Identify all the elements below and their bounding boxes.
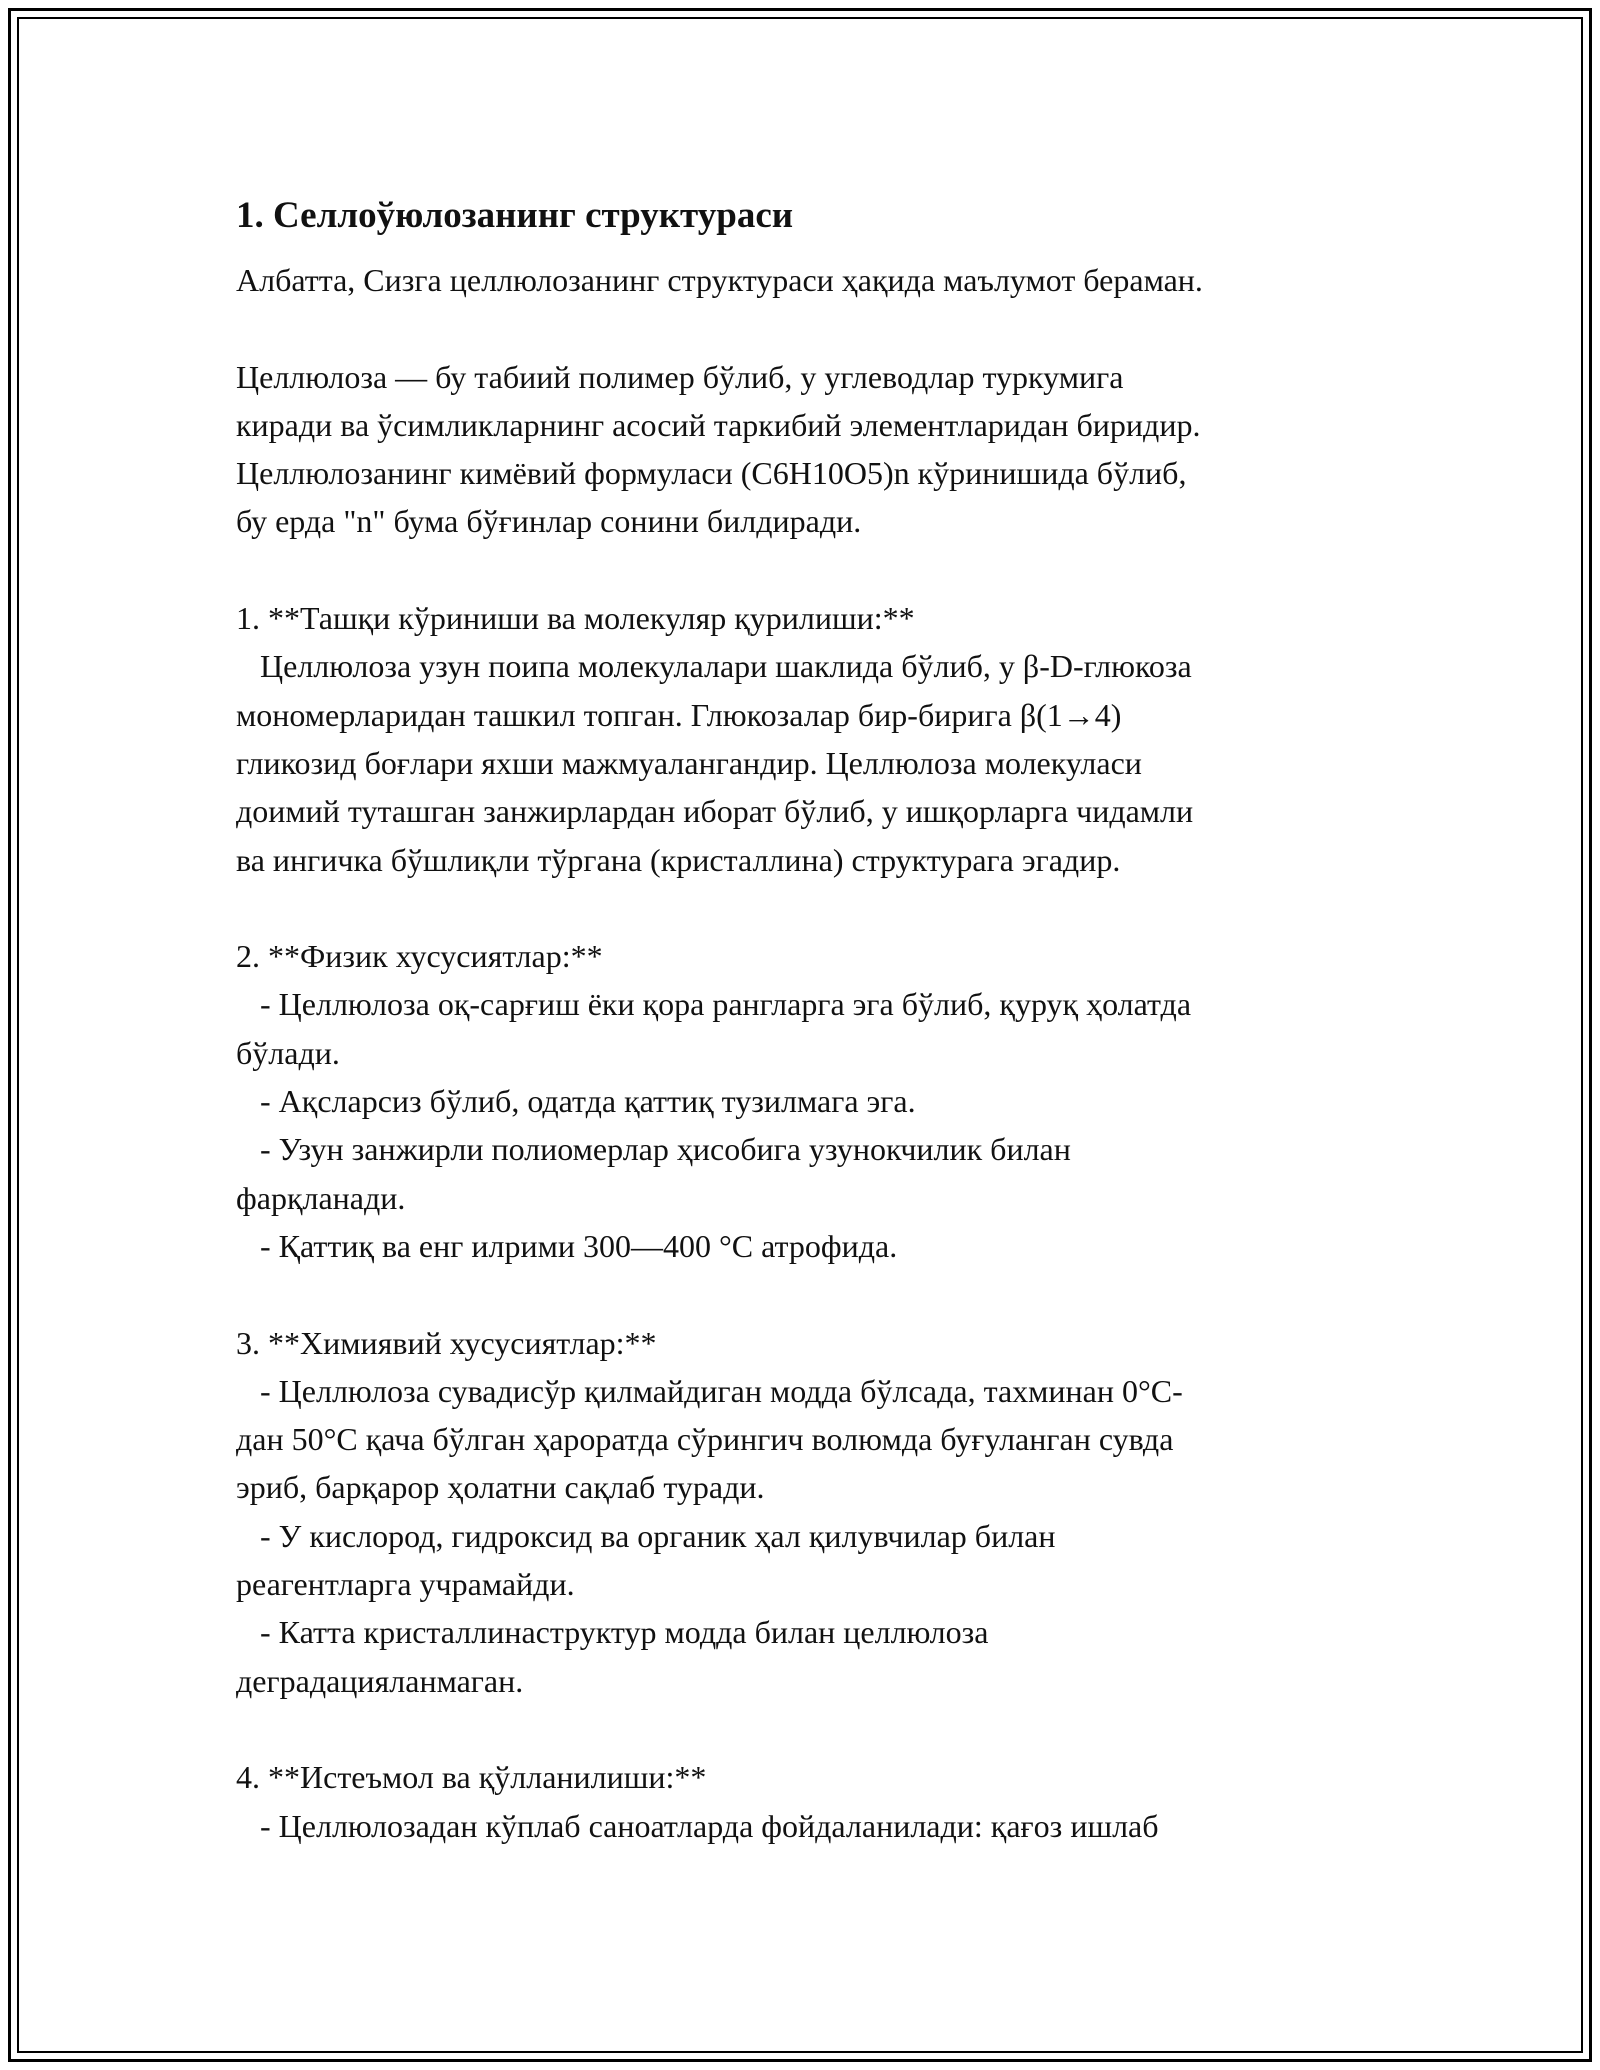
text-line: дан 50°C қача бўлган ҳароратда сўрингич волюмда буғуланган сувда: [236, 1421, 1174, 1458]
section-chemical-properties: [236, 1319, 1386, 1705]
list-item: - Қаттиқ ва енг илрими 300—400 °C атрофида.: [236, 1227, 898, 1264]
text-line: Целлюлоза узун поипа молекулалари шаклида бўлиб, у β-D-глюкоза: [236, 648, 1192, 685]
text-line: доимий туташган занжирлардан иборат бўлиб, у ишқорларга чидамли: [236, 793, 1194, 830]
text-line: Целлюлоза — бу табиий полимер бўлиб, у углеводлар туркумига: [236, 358, 1124, 395]
section-heading: 4. **Истеъмол ва қўлланилиши:**: [236, 1759, 707, 1796]
text-line: бўлади.: [236, 1034, 340, 1071]
section-heading: 2. **Физик хусусиятлар:**: [236, 938, 603, 975]
section-heading: 3. **Химиявий хусусиятлар:**: [236, 1324, 657, 1361]
text-line: ва ингичка бўшлиқли тўргана (кристаллина) структурага эгадир.: [236, 841, 1121, 878]
list-item: - Целлюлозадан кўплаб саноатларда фойдаланилади: қағоз ишлаб: [236, 1807, 1159, 1844]
list-item: - Ақсларсиз бўлиб, одатда қаттиқ тузилмага эга.: [236, 1083, 916, 1120]
text-line: реагентларга учрамайди.: [236, 1566, 575, 1603]
section-usage: [236, 1753, 1386, 1850]
list-item: - Целлюлоза оқ-сарғиш ёки қора рангларга эга бўлиб, қуруқ ҳолатда: [236, 986, 1192, 1023]
text-line: деградацияланмаган.: [236, 1662, 524, 1699]
text-line: мономерларидан ташкил топган. Глюкозалар бир-бирига β(1→4): [236, 696, 1122, 733]
page-title: 1. Селлоўюлозанинг структураси: [236, 195, 794, 236]
intro-line: Албатта, Сизга целлюлозанинг структураси ҳақида маълумот бераман.: [236, 262, 1203, 298]
list-item: - Целлюлоза сувадисўр қилмайдиган модда бўлсада, тахминан 0°C-: [236, 1372, 1183, 1409]
section-heading: 1. **Ташқи кўриниши ва молекуляр қурилиши:**: [236, 600, 915, 637]
list-item: - Катта кристаллинаструктур модда билан целлюлоза: [236, 1614, 989, 1651]
paragraph-cellulose: [236, 353, 1386, 546]
text-line: гликозид боғлари яхши мажмуалангандир. Целлюлоза молекуласи: [236, 744, 1142, 781]
text-line: Целлюлозанинг кимёвий формуласи (C6H10O5)n кўринишида бўлиб,: [236, 455, 1187, 492]
list-item: - Узун занжирли полиомерлар ҳисобига узунокчилик билан: [236, 1131, 1071, 1168]
section-physical-properties: [236, 932, 1386, 1270]
text-line: киради ва ўсимликларнинг асосий таркибий элементларидан биридир.: [236, 406, 1201, 443]
text-line: фарқланади.: [236, 1179, 406, 1216]
section-structure: [236, 594, 1386, 884]
text-line: эриб, барқарор ҳолатни сақлаб туради.: [236, 1469, 765, 1506]
document-body: [236, 188, 1386, 1850]
list-item: - У кислород, гидроксид ва органик ҳал қилувчилар билан: [236, 1517, 1056, 1554]
text-line: бу ерда "n" бума бўғинлар сонини билдиради.: [236, 503, 862, 540]
